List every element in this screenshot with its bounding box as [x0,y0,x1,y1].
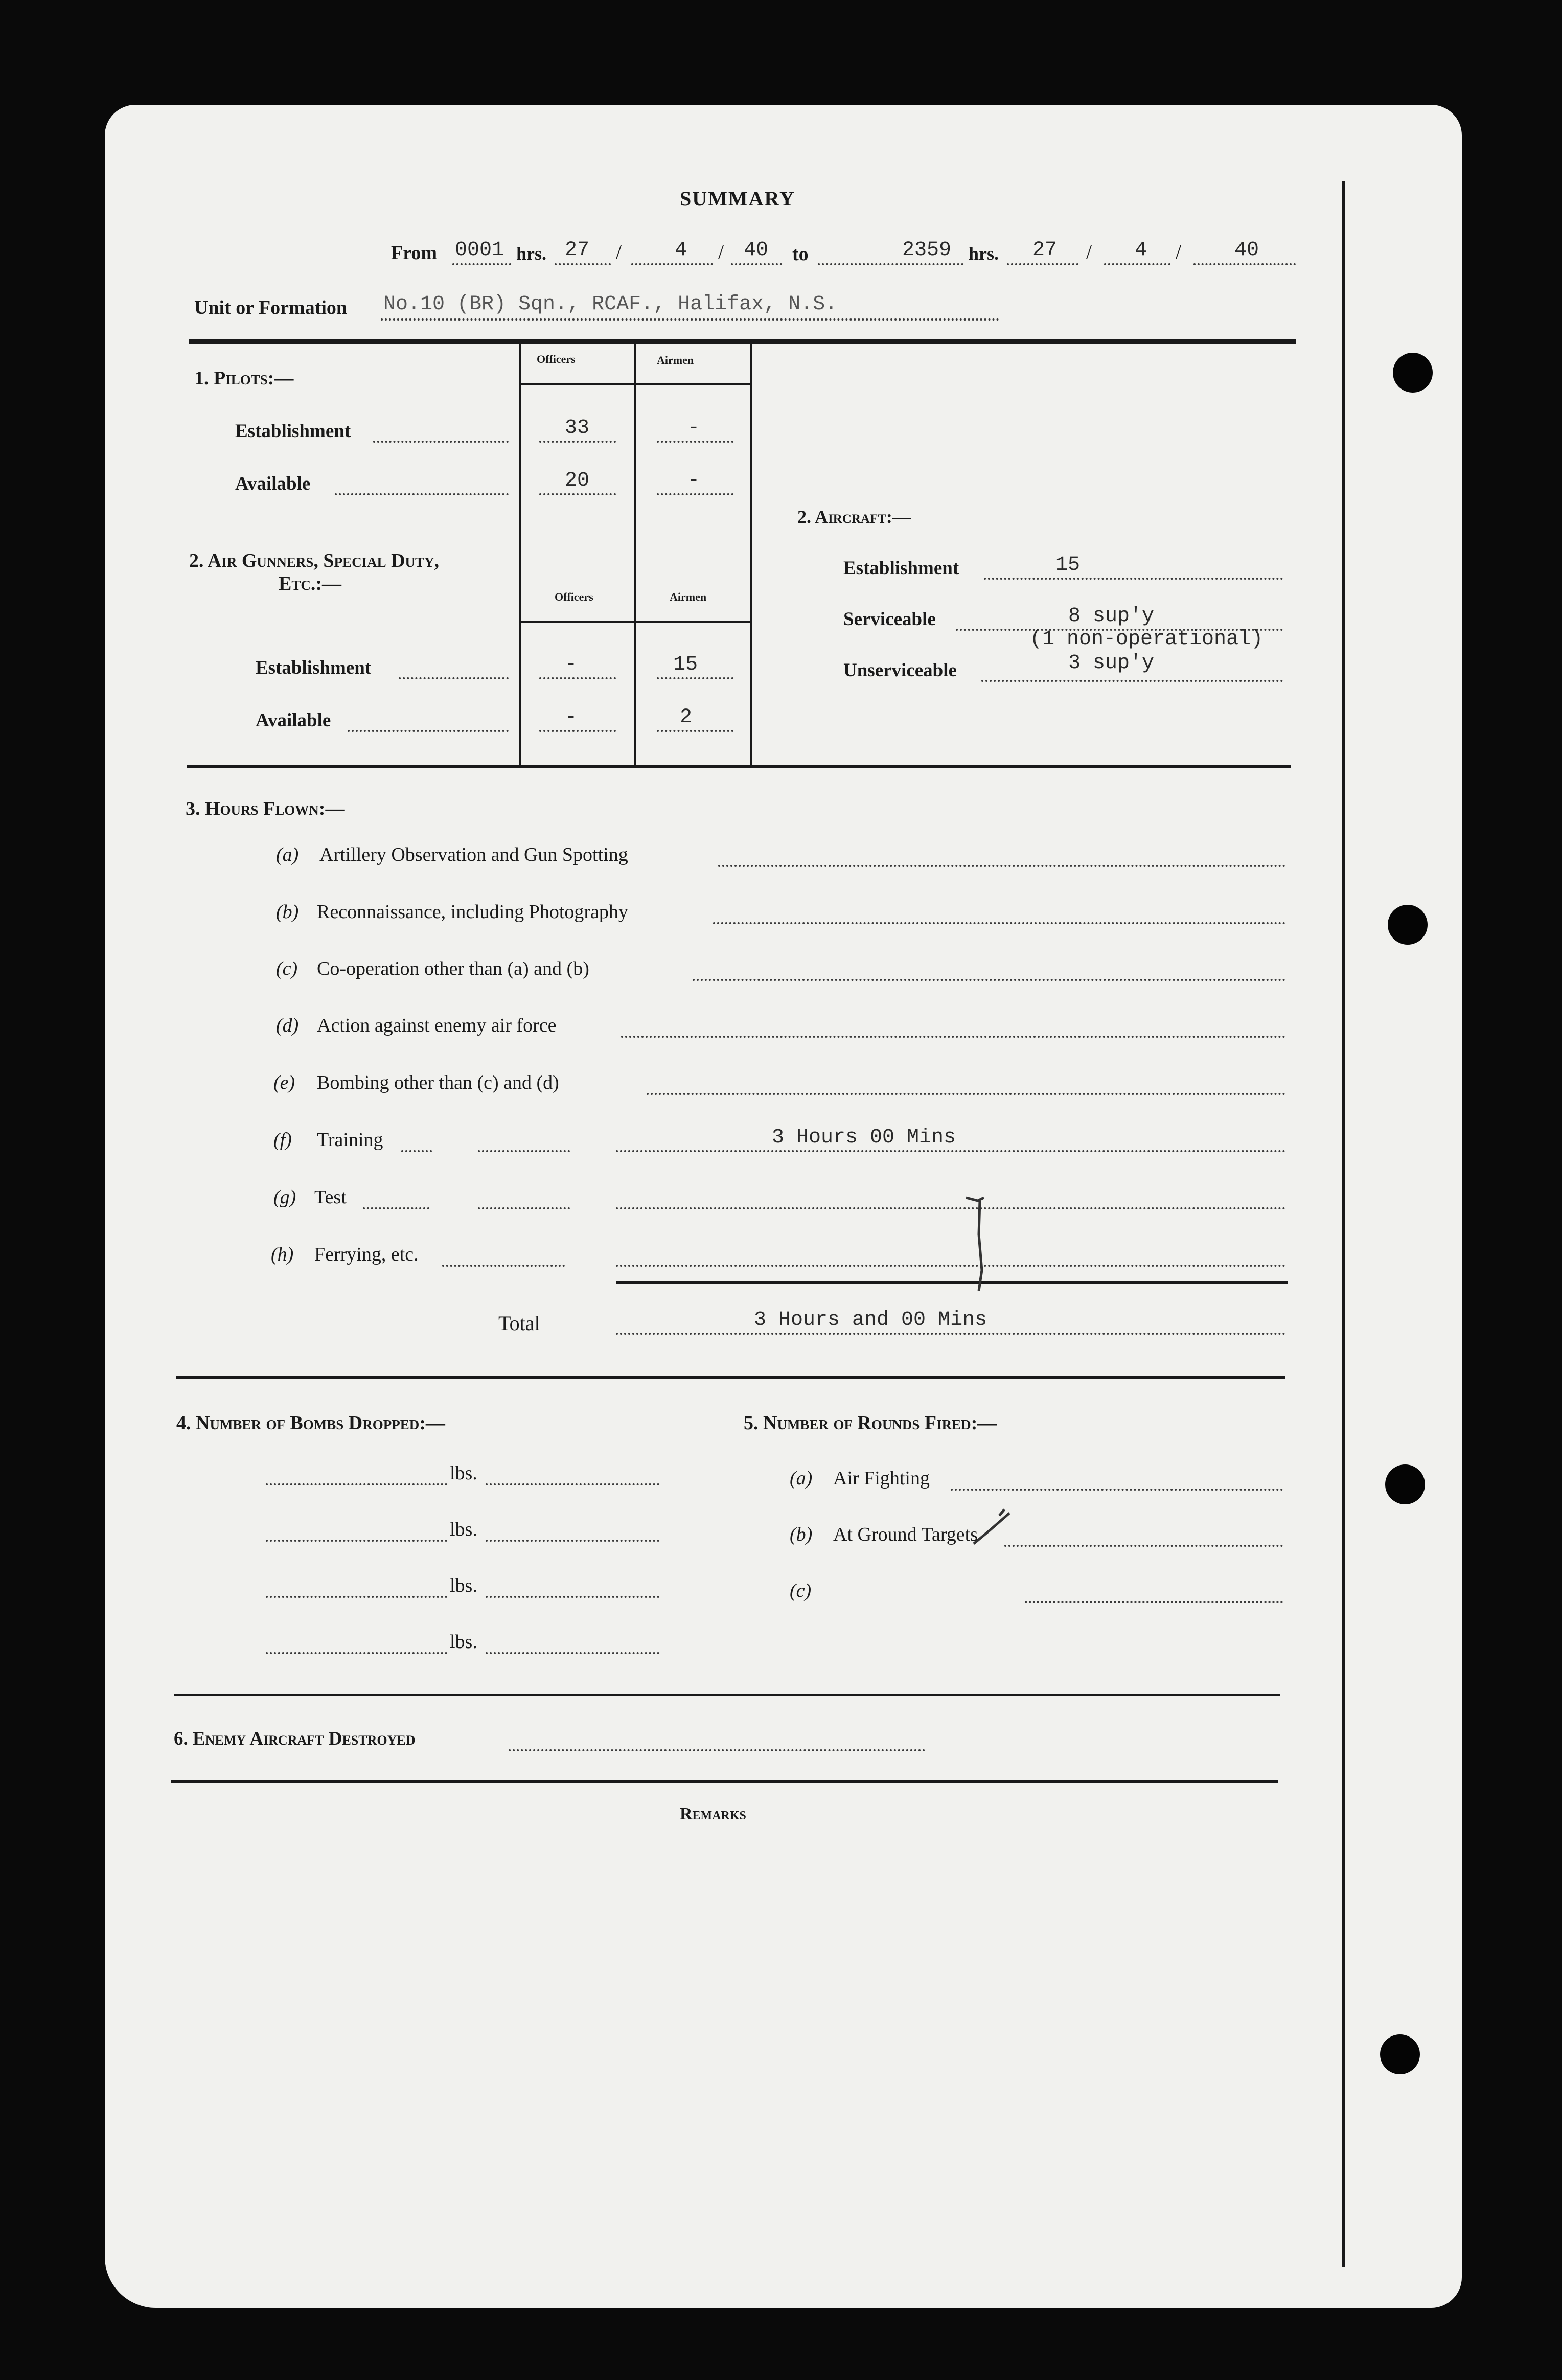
hours-e-letter: (e) [273,1072,295,1093]
to-year: 40 [1234,239,1259,262]
top-rule [189,339,1296,344]
handwritten-bracket-mark [963,1194,994,1296]
gunners-available-airmen: 2 [680,706,693,729]
from-label: From [391,242,438,264]
gunners-col-officers: Officers [555,590,593,603]
to-day: 27 [1032,239,1058,262]
from-time: 0001 [455,239,504,262]
rounds-heading: 5. Number of Rounds Fired:— [744,1412,997,1434]
gunners-available-label: Available [256,710,331,731]
to-time: 2359 [902,239,952,262]
gunners-col-airmen: Airmen [670,590,707,603]
rounds-a-label: Air Fighting [833,1468,930,1489]
table-vline-1 [519,344,521,765]
pilots-available-airmen: - [687,469,700,492]
section-rule-4 [171,1780,1278,1783]
pilots-establishment-label: Establishment [235,421,351,442]
pilots-available-officers: 20 [565,469,590,492]
gunners-heading-line2: Etc.:— [279,573,342,594]
from-day: 27 [565,239,590,262]
hours-a-label: Artillery Observation and Gun Spotting [319,844,628,865]
hours-d-label: Action against enemy air force [317,1015,557,1036]
hours-f-letter: (f) [273,1129,292,1151]
hours-h-label: Ferrying, etc. [314,1244,419,1265]
slash-2: / [718,240,724,263]
from-year: 40 [744,239,769,262]
gunners-establishment-officers: - [565,653,578,676]
binder-hole-4 [1380,2034,1420,2074]
rounds-a-letter: (a) [790,1468,813,1489]
aircraft-establishment-value: 15 [1055,554,1081,577]
gunners-establishment-airmen: 15 [673,653,698,676]
bombs-row-2-unit: lbs. [450,1519,477,1540]
hours-c-label: Co-operation other than (a) and (b) [317,958,589,979]
form-sheet [105,105,1462,2308]
rounds-b-letter: (b) [790,1524,813,1545]
binder-hole-2 [1388,905,1428,945]
rounds-c-letter: (c) [790,1580,812,1601]
remarks-heading: Remarks [680,1804,746,1823]
handwritten-tick-mark [969,1505,1015,1551]
hours-b-label: Reconnaissance, including Photography [317,901,628,923]
hours-a-letter: (a) [276,844,299,865]
from-month: 4 [675,239,687,262]
rounds-b-label: At Ground Targets [833,1524,978,1545]
pilots-establishment-officers: 33 [565,417,590,440]
right-margin-rule [1342,181,1345,2267]
section-rule-2 [176,1376,1285,1379]
hours-b-letter: (b) [276,901,299,923]
binder-hole-1 [1393,353,1433,393]
aircraft-establishment-label: Establishment [843,558,959,579]
to-month: 4 [1135,239,1147,262]
hours-g-letter: (g) [273,1186,296,1208]
hours-d-letter: (d) [276,1015,299,1036]
section-rule-3 [174,1694,1280,1696]
slash-4: / [1176,240,1182,263]
hours-e-label: Bombing other than (c) and (d) [317,1072,559,1093]
slash-3: / [1086,240,1092,263]
aircraft-unserviceable-value: 3 sup'y [1068,652,1155,675]
bombs-row-1-unit: lbs. [450,1462,477,1484]
table-vline-2 [634,344,636,765]
total-rule [616,1281,1288,1284]
binder-hole-3 [1385,1464,1425,1504]
bombs-row-3-unit: lbs. [450,1575,477,1596]
from-hrs-label: hrs. [516,243,547,264]
hours-h-letter: (h) [271,1244,294,1265]
gunners-establishment-label: Establishment [256,657,372,678]
unit-label: Unit or Formation [194,297,348,318]
hours-g-label: Test [314,1186,347,1208]
pilots-available-label: Available [235,473,311,494]
slash-1: / [616,240,622,263]
hours-total-label: Total [498,1312,540,1335]
gunners-available-officers: - [565,706,578,729]
hours-total-value: 3 Hours and 00 Mins [754,1309,987,1332]
aircraft-serviceable-label: Serviceable [843,609,936,630]
hours-heading: 3. Hours Flown:— [186,798,345,819]
pilots-col-airmen: Airmen [657,354,694,367]
pilots-establishment-airmen: - [687,417,700,440]
to-hrs-label: hrs. [969,243,999,264]
gunners-heading-line1: 2. Air Gunners, Special Duty, [189,550,440,571]
aircraft-serviceable-value: 8 sup'y [1068,605,1155,628]
bombs-heading: 4. Number of Bombs Dropped:— [176,1412,445,1434]
unit-value: No.10 (BR) Sqn., RCAF., Halifax, N.S. [383,293,838,316]
hours-f-label: Training [317,1129,383,1151]
aircraft-unserviceable-label: Unserviceable [843,660,957,681]
pilots-heading: 1. Pilots:— [194,368,294,389]
hours-f-value: 3 Hours 00 Mins [772,1126,956,1149]
to-label: to [792,243,809,265]
pilots-col-officers: Officers [537,353,576,365]
section-rule-1 [187,765,1291,768]
aircraft-serviceable-note: (1 non-operational) [1030,628,1264,651]
bombs-row-4-unit: lbs. [450,1631,477,1653]
hours-c-letter: (c) [276,958,298,979]
enemy-heading: 6. Enemy Aircraft Destroyed [174,1728,416,1749]
aircraft-heading: 2. Aircraft:— [797,507,911,527]
table-vline-3 [750,344,752,765]
form-title: SUMMARY [680,187,795,210]
